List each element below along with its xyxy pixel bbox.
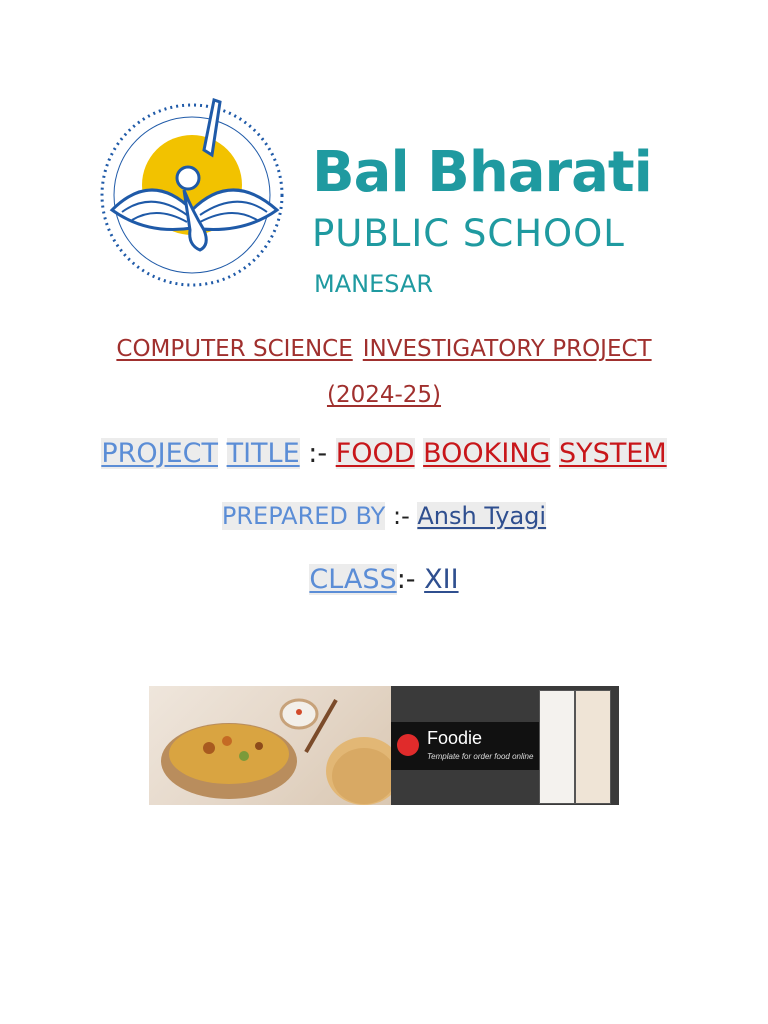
school-name: Bal Bharati [312, 140, 652, 205]
project-year-value: (2024-25) [326, 382, 442, 408]
prepared-by-label: PREPARED BY [221, 502, 386, 530]
biryani-photo [149, 686, 391, 805]
class-value: XII [424, 564, 459, 595]
class-separator: :- [396, 564, 416, 595]
school-emblem-icon [92, 60, 307, 310]
prepared-by-separator: :- [392, 502, 410, 530]
phone-mockup-2-icon [575, 690, 611, 804]
project-heading [0, 336, 768, 362]
foodie-logo-icon [397, 734, 419, 756]
heading-subject: COMPUTER SCIENCE [116, 336, 353, 362]
biryani-image-icon [149, 686, 391, 805]
foodie-tagline: Template for order food online [427, 752, 534, 761]
school-logo [92, 60, 672, 322]
prepared-by-name: Ansh Tyagi [417, 502, 547, 530]
prepared-by-line [0, 502, 768, 530]
title-separator: :- [308, 438, 328, 469]
label-title: TITLE [226, 438, 300, 469]
project-title-line [0, 438, 768, 469]
heading-project-type: INVESTIGATORY PROJECT [362, 336, 652, 362]
title-word-booking: BOOKING [423, 438, 551, 469]
foodie-name: Foodie [427, 728, 483, 748]
class-label: CLASS [309, 564, 397, 595]
label-project: PROJECT [101, 438, 218, 469]
title-word-system: SYSTEM [559, 438, 667, 469]
school-type: PUBLIC SCHOOL [312, 212, 625, 255]
school-location: MANESAR [314, 270, 434, 298]
class-line [0, 564, 768, 595]
foodie-template-preview [391, 686, 619, 805]
project-year [0, 382, 768, 408]
title-word-food: FOOD [335, 438, 415, 469]
banner-images [149, 686, 619, 805]
phone-mockup-1-icon [539, 690, 575, 804]
